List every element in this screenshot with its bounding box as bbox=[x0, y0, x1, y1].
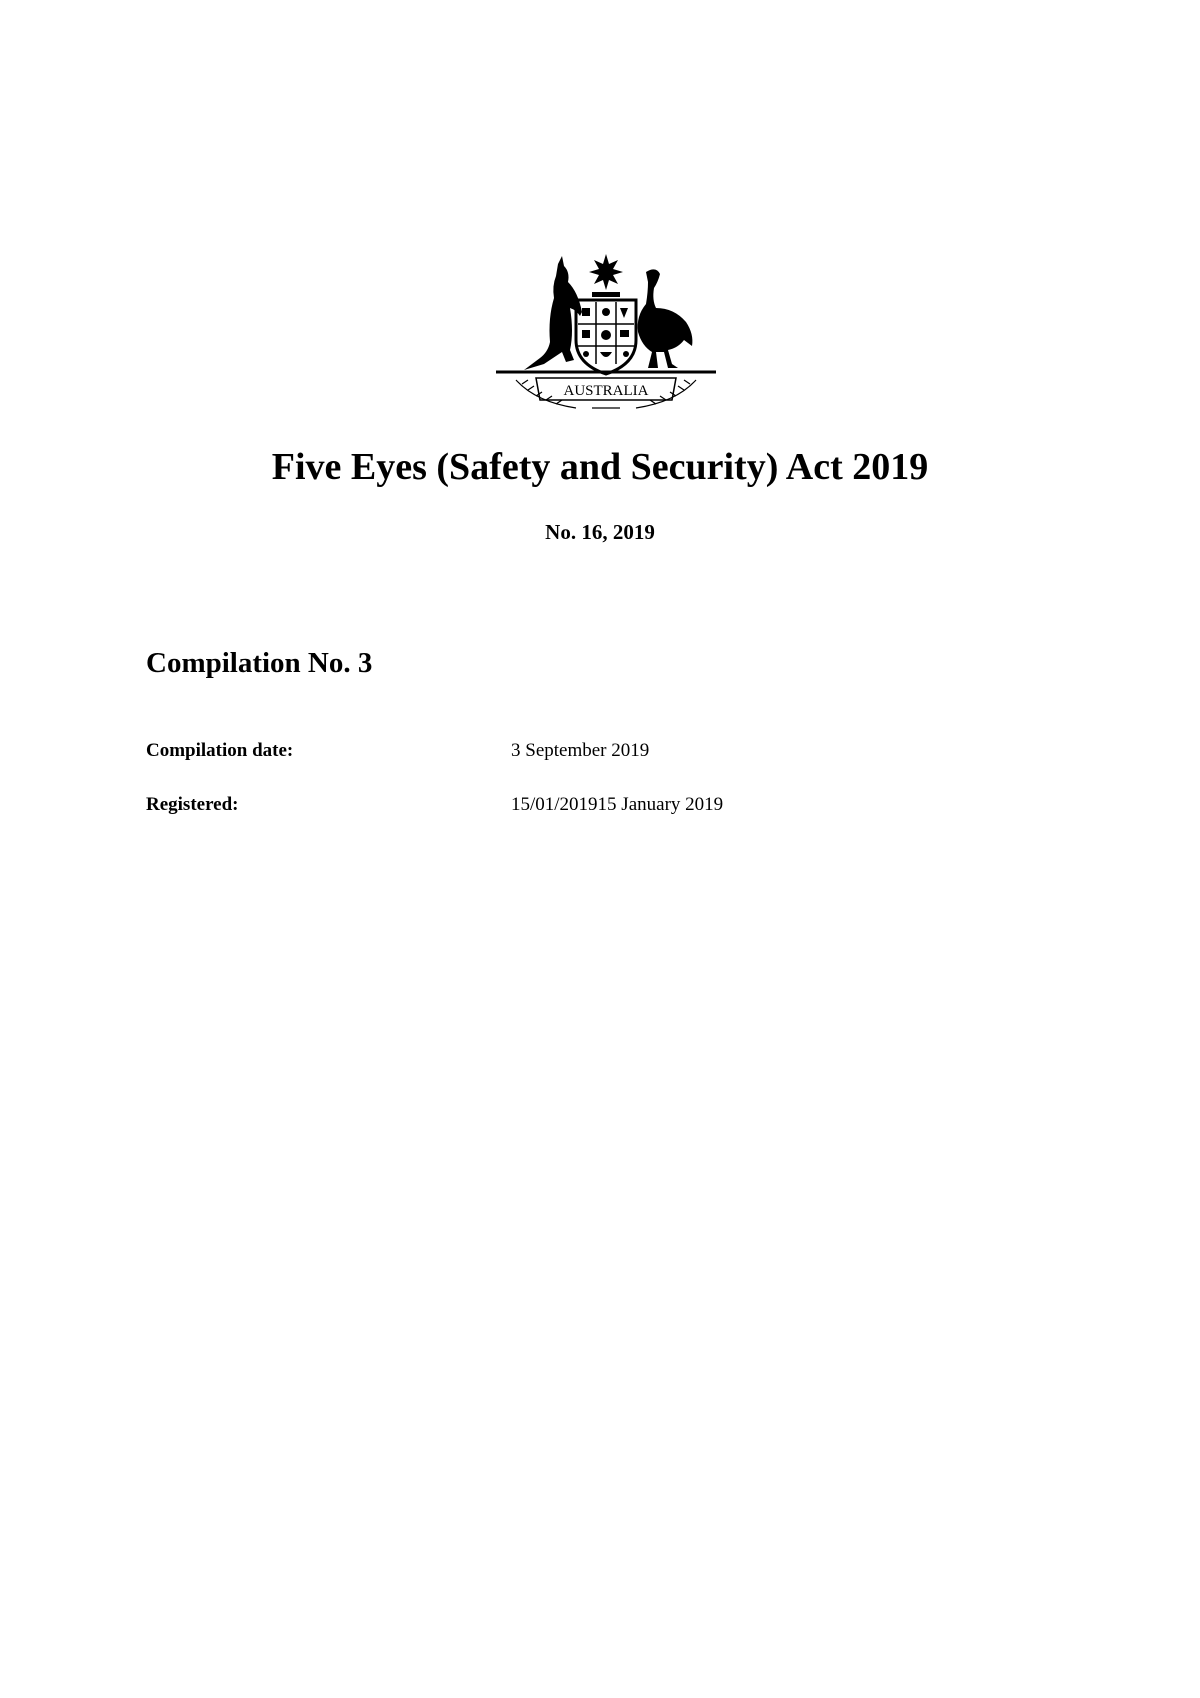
compilation-date-row bbox=[146, 737, 846, 765]
act-number: No. 16, 2019 bbox=[545, 520, 655, 544]
document-title: Five Eyes (Safety and Security) Act 2019 bbox=[271, 446, 929, 488]
registered-label: Registered: bbox=[146, 794, 239, 815]
compilation-date-label: Compilation date: bbox=[146, 740, 294, 761]
compilation-date-value: 3 September 2019 bbox=[511, 740, 650, 761]
australian-coat-of-arms-icon bbox=[496, 252, 716, 414]
compilation-heading: Compilation No. 3 bbox=[146, 647, 373, 679]
registered-row bbox=[146, 791, 846, 819]
registered-value: 15/01/201915 January 2019 bbox=[511, 794, 724, 815]
emblem-text: AUSTRALIA bbox=[563, 383, 649, 399]
